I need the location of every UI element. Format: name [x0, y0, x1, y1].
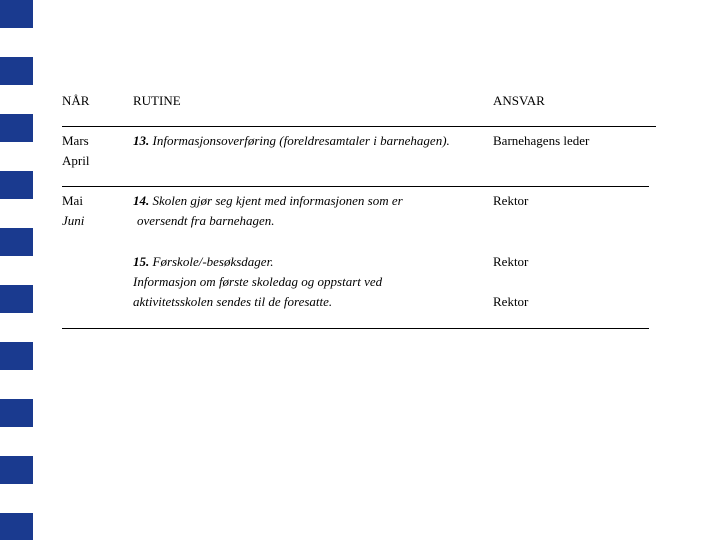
row-1-when-line-2: April — [62, 153, 90, 168]
row-2-routine-text-1: Skolen gjør seg kjent med informasjonen som er — [152, 193, 403, 208]
row-2-when-line-1: Mai — [62, 193, 83, 208]
row-3-routine-text-1: Førskole/-besøksdager. — [152, 254, 274, 269]
stripe-block — [0, 114, 33, 142]
row-3-responsibility-2: Rektor — [493, 294, 529, 309]
row-3-number: 15. — [133, 254, 150, 269]
header-responsibility: ANSVAR — [493, 93, 545, 108]
table-bottom-rule — [62, 328, 649, 329]
stripe-block — [0, 285, 33, 313]
row-1-routine — [133, 131, 450, 151]
row-3-routine-line-3: aktivitetsskolen sendes til de foresatte. — [133, 294, 333, 309]
side-stripe-decoration — [0, 0, 33, 540]
row-divider — [62, 186, 649, 187]
stripe-block — [0, 228, 33, 256]
row-2-responsibility: Rektor — [493, 193, 529, 208]
stripe-block — [0, 0, 33, 28]
row-3-responsibility-1: Rektor — [493, 254, 529, 269]
row-3-routine-line-2: Informasjon om første skoledag og oppstart ved — [133, 274, 383, 289]
row-1-routine-line-1: Informasjonsoverføring (foreldresamtaler i barnehagen). — [152, 133, 450, 148]
row-2-number: 14. — [133, 193, 150, 208]
row-2-when-line-2: Juni — [62, 213, 85, 228]
stripe-block — [0, 399, 33, 427]
header-when: NÅR — [62, 93, 90, 108]
stripe-block — [0, 513, 33, 540]
stripe-block — [0, 171, 33, 199]
header-routine: RUTINE — [133, 93, 181, 108]
row-3-routine-line-1 — [133, 252, 273, 272]
row-1-number: 13. — [133, 133, 150, 148]
stripe-block — [0, 342, 33, 370]
row-2-routine-line-1 — [133, 191, 403, 211]
row-1-when-line-1: Mars — [62, 133, 89, 148]
row-1-responsibility: Barnehagens leder — [493, 133, 590, 148]
stripe-block — [0, 456, 33, 484]
row-2-routine-line-2: oversendt fra barnehagen. — [137, 213, 275, 228]
stripe-block — [0, 57, 33, 85]
header-divider — [62, 126, 656, 127]
